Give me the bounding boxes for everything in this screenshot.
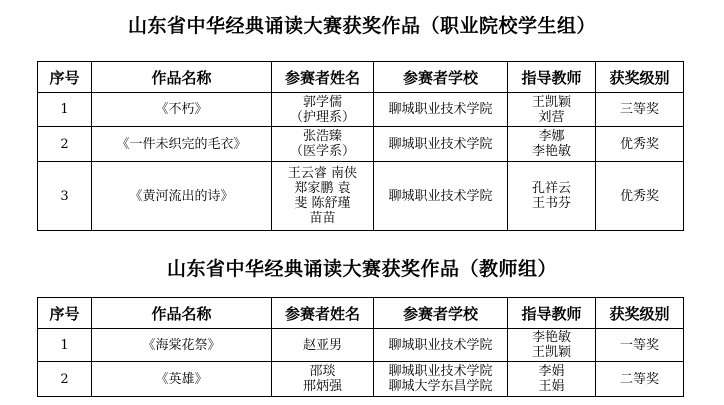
header-teacher: 指导教师 xyxy=(508,62,596,93)
row-no: 2 xyxy=(38,127,92,162)
teacher-name: 孔祥云 xyxy=(531,181,571,196)
row-teachers xyxy=(508,362,596,397)
row-work: 《黄河流出的诗》 xyxy=(92,162,272,231)
participant-name: 邵琰 xyxy=(309,364,336,379)
participant-name: 邢炳强 xyxy=(302,379,342,394)
row-award: 二等奖 xyxy=(596,362,684,397)
header-school: 参赛者学校 xyxy=(374,298,508,329)
row-award: 优秀奖 xyxy=(596,162,684,231)
table-header-row xyxy=(38,298,684,329)
participant-name: 郭学儒 xyxy=(302,94,342,110)
participant-line: 郑家鹏 袁 xyxy=(294,181,351,196)
table-row xyxy=(38,93,684,127)
row-no: 2 xyxy=(38,362,92,397)
row-teachers xyxy=(508,162,596,231)
table-row xyxy=(38,362,684,397)
teacher-name: 李娜 xyxy=(538,129,565,144)
row-award: 三等奖 xyxy=(596,93,684,127)
row-participant xyxy=(272,93,374,127)
teacher-name: 王凯颖 xyxy=(531,94,571,110)
row-participant xyxy=(272,362,374,397)
header-school: 参赛者学校 xyxy=(374,62,508,93)
header-award: 获奖级别 xyxy=(596,298,684,329)
row-award: 一等奖 xyxy=(596,329,684,362)
row-school: 聊城职业技术学院 xyxy=(374,127,508,162)
teacher-name: 王娟 xyxy=(538,379,565,394)
school-name: 聊城大学东昌学院 xyxy=(388,379,493,394)
participant-line: 苗苗 xyxy=(309,211,336,226)
teacher-name: 刘营 xyxy=(538,109,565,125)
row-teachers xyxy=(508,127,596,162)
teacher-name: 王书芬 xyxy=(531,196,571,211)
teacher-name: 李艳敏 xyxy=(531,144,571,159)
header-participant: 参赛者姓名 xyxy=(272,62,374,93)
table-header-row xyxy=(38,62,684,93)
header-no: 序号 xyxy=(38,62,92,93)
teacher-name: 李娟 xyxy=(538,364,565,379)
participant-line: 斐 陈舒瑾 xyxy=(294,196,351,211)
teacher-name: 李艳敏 xyxy=(531,330,571,345)
row-work: 《英雄》 xyxy=(92,362,272,397)
row-no: 1 xyxy=(38,329,92,362)
table-row xyxy=(38,162,684,231)
teacher-awards-table xyxy=(37,297,684,397)
header-teacher: 指导教师 xyxy=(508,298,596,329)
participant-name: 张浩臻 xyxy=(302,129,342,144)
header-participant: 参赛者姓名 xyxy=(272,298,374,329)
row-school: 聊城职业技术学院 xyxy=(374,162,508,231)
row-teachers xyxy=(508,93,596,127)
row-school xyxy=(374,362,508,397)
row-work: 《一件未织完的毛衣》 xyxy=(92,127,272,162)
table-row xyxy=(38,329,684,362)
row-participant: 赵亚男 xyxy=(272,329,374,362)
row-work: 《不朽》 xyxy=(92,93,272,127)
row-award: 优秀奖 xyxy=(596,127,684,162)
header-no: 序号 xyxy=(38,298,92,329)
table-row xyxy=(38,127,684,162)
row-participant xyxy=(272,127,374,162)
row-participant xyxy=(272,162,374,231)
teacher-name: 王凯颖 xyxy=(531,345,571,360)
school-name: 聊城职业技术学院 xyxy=(388,364,493,379)
row-school: 聊城职业技术学院 xyxy=(374,329,508,362)
header-award: 获奖级别 xyxy=(596,62,684,93)
header-work: 作品名称 xyxy=(92,62,272,93)
row-work: 《海棠花祭》 xyxy=(92,329,272,362)
row-no: 3 xyxy=(38,162,92,231)
row-no: 1 xyxy=(38,93,92,127)
participant-dept: （护理系） xyxy=(289,109,355,125)
section2-title: 山东省中华经典诵读大赛获奖作品（教师组） xyxy=(166,258,557,280)
header-work: 作品名称 xyxy=(92,298,272,329)
row-teachers xyxy=(508,329,596,362)
row-school: 聊城职业技术学院 xyxy=(374,93,508,127)
participant-dept: （医学系） xyxy=(289,144,355,159)
student-awards-table xyxy=(37,61,684,231)
section1-title: 山东省中华经典诵读大赛获奖作品（职业院校学生组） xyxy=(127,15,596,37)
participant-line: 王云睿 南侠 xyxy=(287,166,358,181)
